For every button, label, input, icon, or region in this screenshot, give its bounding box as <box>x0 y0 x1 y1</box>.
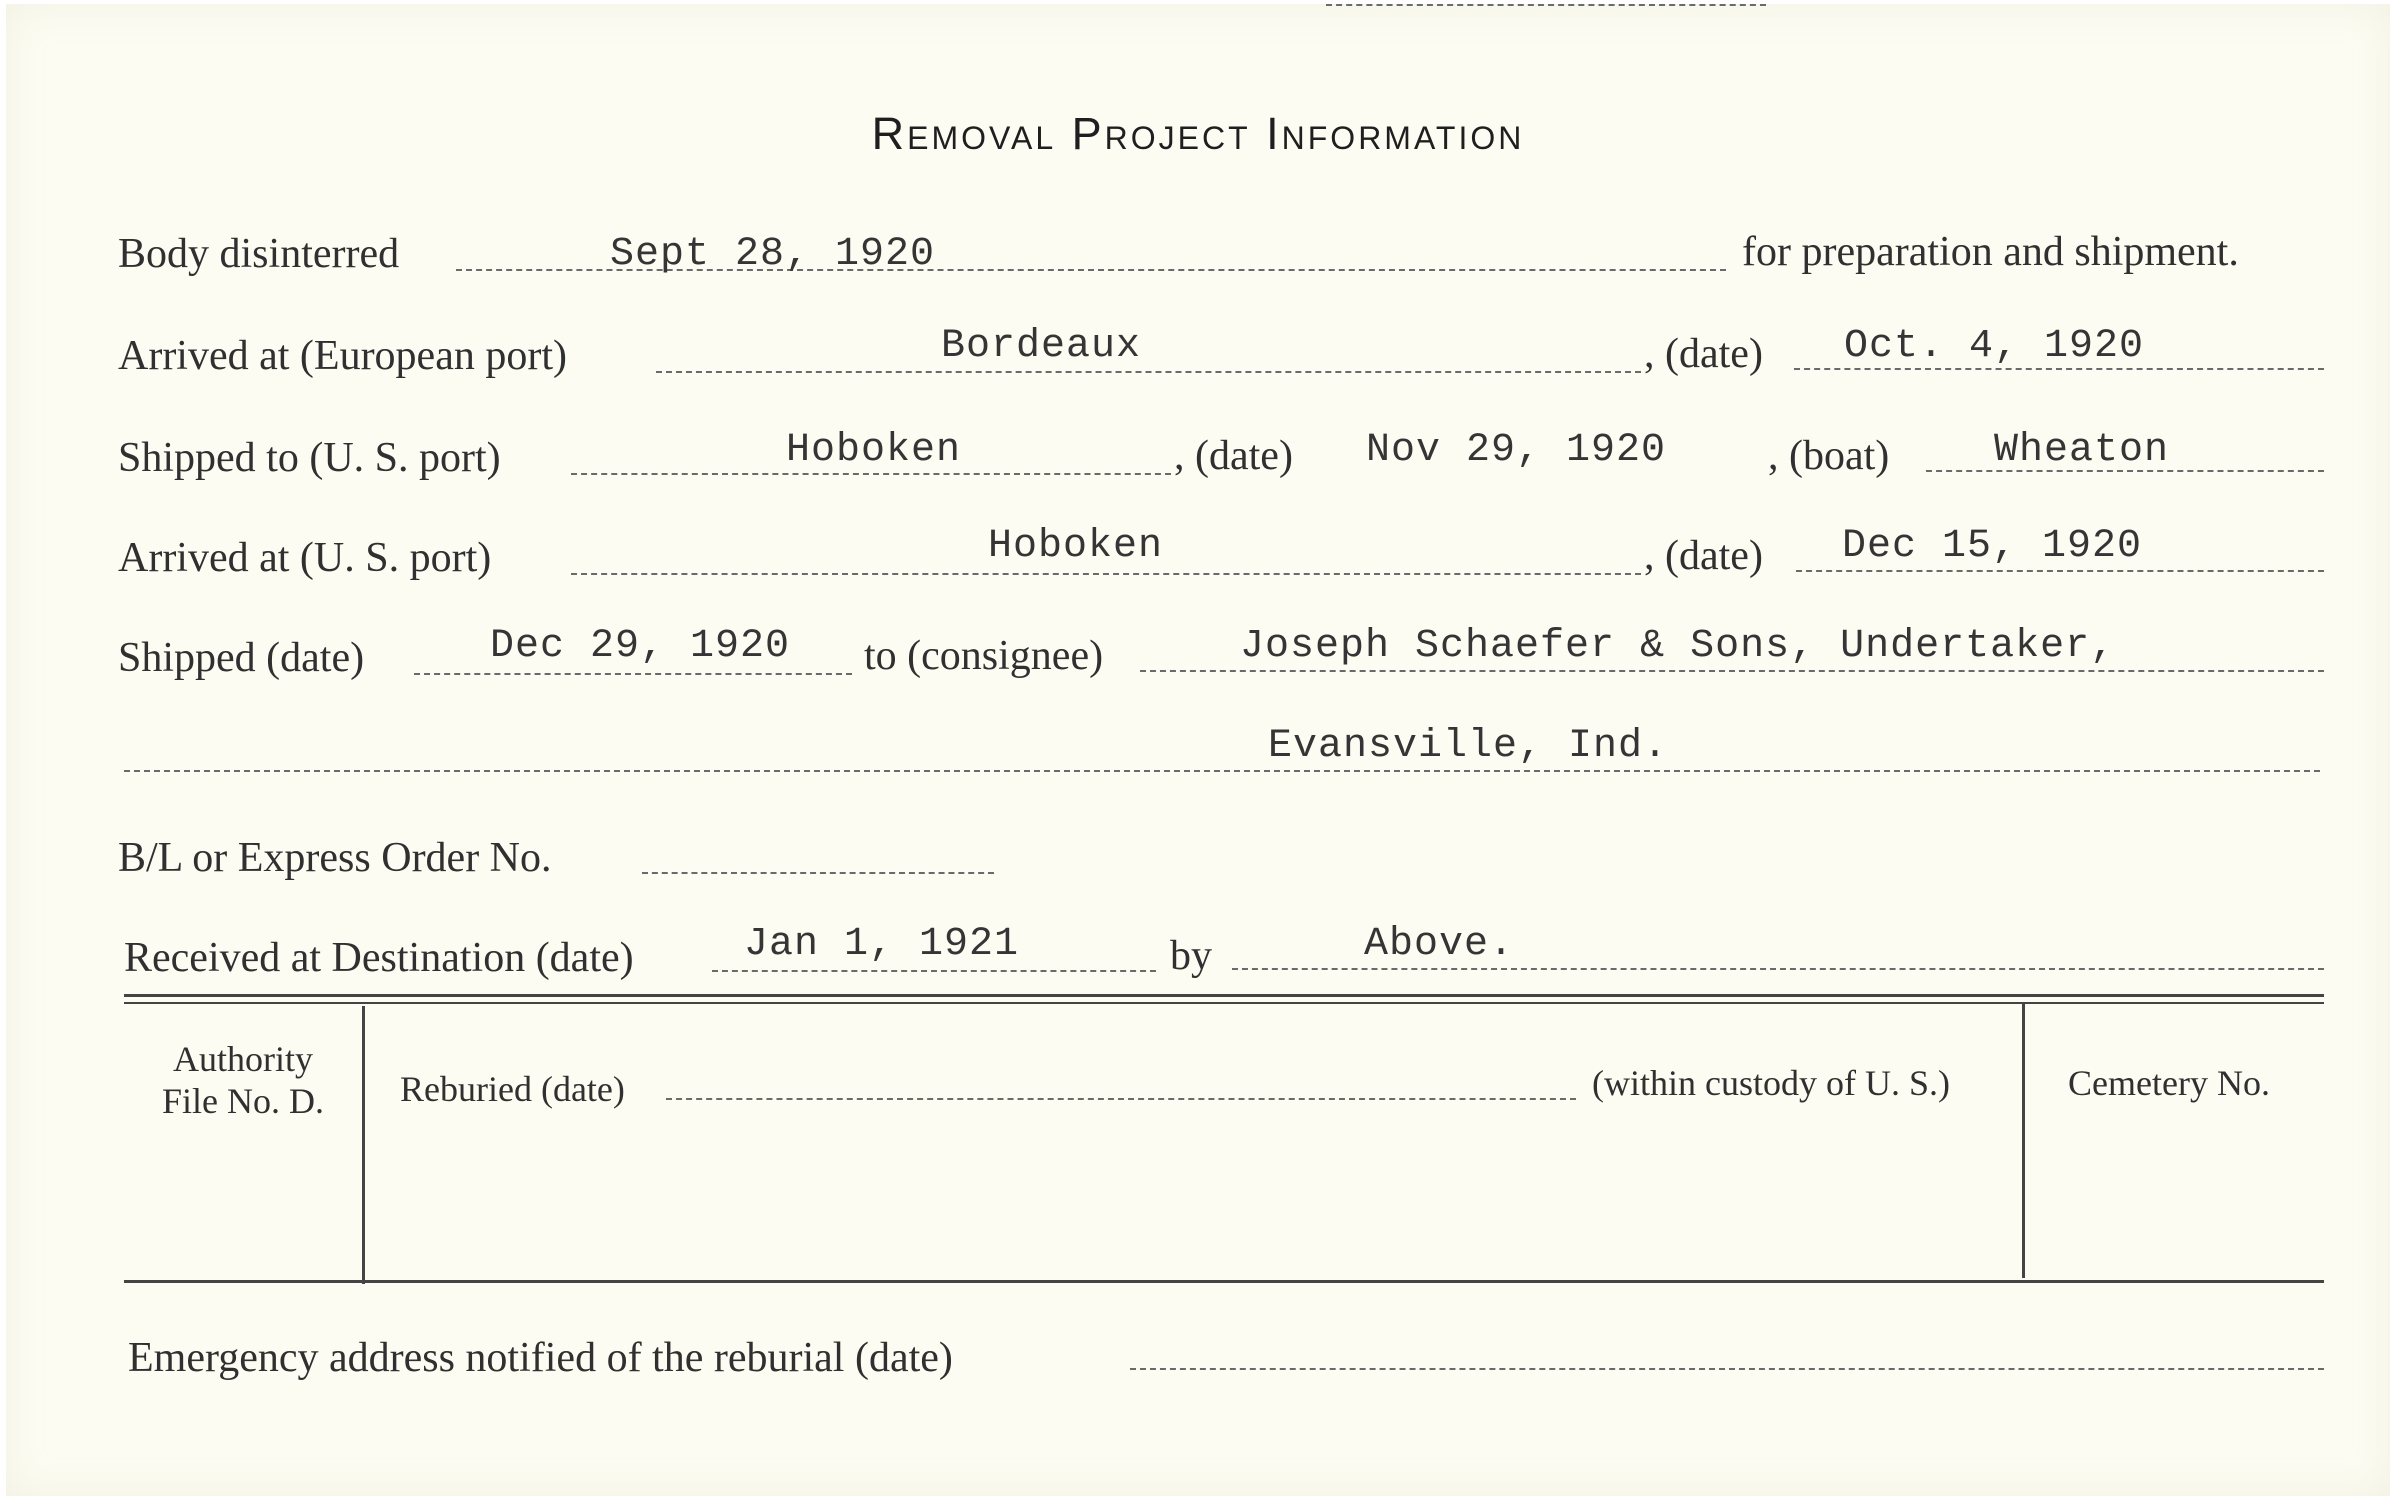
form-title: Removal Project Information <box>871 108 1525 159</box>
arrived-european-value: Bordeaux <box>941 324 1142 369</box>
shipped-date-line <box>414 673 852 675</box>
emergency-label: Emergency address notified of the reburial (date) <box>128 1335 953 1381</box>
consignee-label: to (consignee) <box>864 633 1104 679</box>
arrived-us-value: Hoboken <box>988 524 1164 569</box>
arrived-us-label: Arrived at (U. S. port) <box>118 535 492 581</box>
received-date-value: Jan 1, 1921 <box>744 922 1020 967</box>
table-divider-left <box>362 1006 365 1284</box>
received-by-line <box>1232 968 2324 970</box>
consignee-line-2 <box>124 770 2320 772</box>
received-by-label: by <box>1170 933 1212 979</box>
preparation-shipment-label: for preparation and shipment. <box>1742 229 2239 275</box>
table-bottom-rule <box>124 1280 2324 1283</box>
consignee-value: Joseph Schaefer & Sons, Undertaker, <box>1240 624 2116 669</box>
shipped-us-date-line <box>1326 4 1766 6</box>
shipped-us-label: Shipped to (U. S. port) <box>118 435 501 481</box>
reburied-line <box>666 1098 1576 1100</box>
arrived-european-date-label: , (date) <box>1644 331 1763 377</box>
received-date-line <box>712 970 1156 972</box>
table-top-rule-2 <box>124 1002 2324 1004</box>
emergency-line <box>1130 1368 2324 1370</box>
shipped-us-line <box>571 473 1171 475</box>
shipped-us-value: Hoboken <box>786 428 962 473</box>
consignee-value-line2: Evansville, Ind. <box>1268 724 1669 769</box>
shipped-us-date-label: , (date) <box>1174 433 1293 479</box>
arrived-us-date-label: , (date) <box>1644 533 1763 579</box>
body-disinterred-label: Body disinterred <box>118 231 400 277</box>
reburied-label: Reburied (date) <box>400 1069 625 1109</box>
shipped-us-boat-value: Wheaton <box>1994 428 2170 473</box>
bl-order-line <box>642 872 994 874</box>
body-disinterred-value: Sept 28, 1920 <box>610 232 936 277</box>
arrived-us-line <box>571 573 1641 575</box>
received-by-value: Above. <box>1364 922 1515 967</box>
arrived-us-date-value: Dec 15, 1920 <box>1842 524 2143 569</box>
consignee-line <box>1140 670 2324 672</box>
file-no-label: File No. D. <box>162 1081 324 1121</box>
shipped-date-label: Shipped (date) <box>118 635 365 681</box>
shipped-date-value: Dec 29, 1920 <box>490 624 791 669</box>
table-divider-right <box>2022 1002 2025 1278</box>
bl-order-label: B/L or Express Order No. <box>118 835 552 881</box>
arrived-european-label: Arrived at (European port) <box>118 333 567 379</box>
cemetery-no-label: Cemetery No. <box>2068 1063 2270 1103</box>
shipped-us-boat-label: , (boat) <box>1768 433 1890 479</box>
authority-file-cell <box>124 1038 362 1122</box>
authority-label: Authority <box>173 1039 313 1079</box>
arrived-european-date-value: Oct. 4, 1920 <box>1844 324 2145 369</box>
shipped-us-date-value: Nov 29, 1920 <box>1366 428 1667 473</box>
arrived-us-date-line <box>1796 570 2324 572</box>
arrived-european-line <box>656 371 1641 373</box>
received-label: Received at Destination (date) <box>124 935 634 981</box>
table-top-rule <box>124 994 2324 997</box>
custody-label: (within custody of U. S.) <box>1592 1063 1950 1103</box>
record-card <box>6 4 2390 1496</box>
